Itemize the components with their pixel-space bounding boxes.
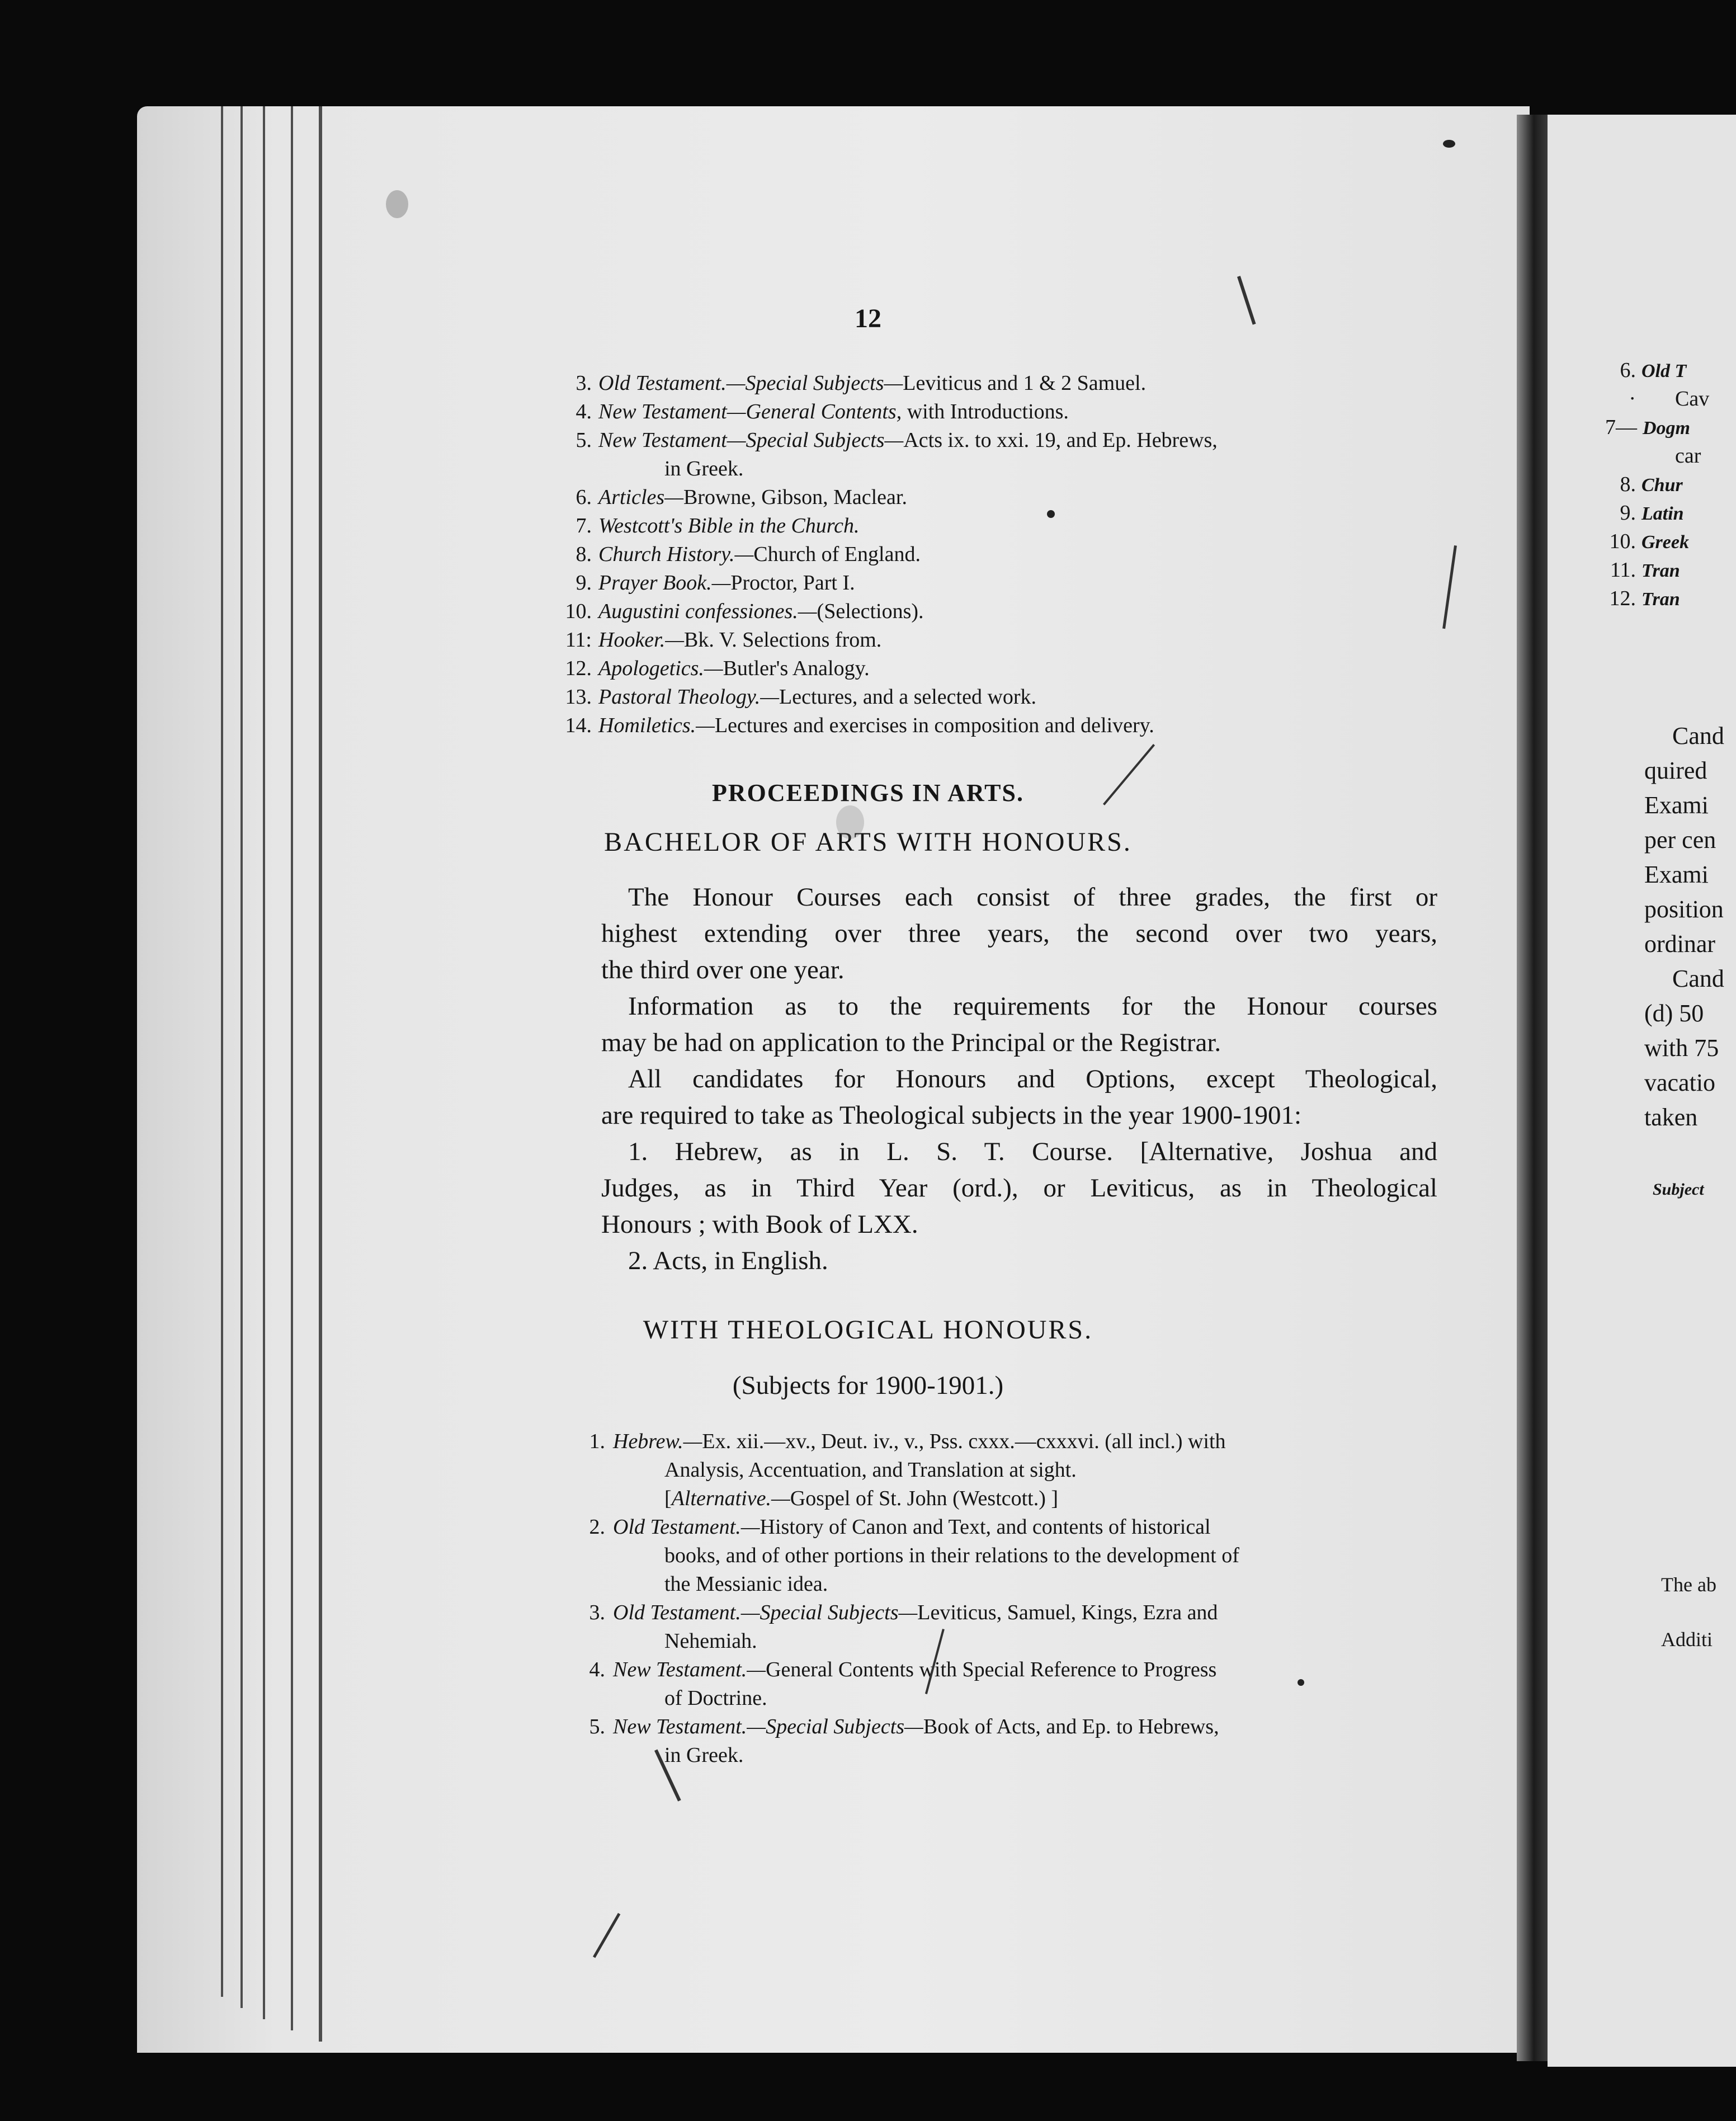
facing-page-body-line: with 75 <box>1644 1034 1719 1062</box>
item-number: 5. <box>575 428 592 452</box>
subject-title: Cav <box>1675 387 1710 411</box>
facing-page-body-line: Cand <box>1672 965 1724 992</box>
item-number: 11: <box>565 628 592 652</box>
facing-page-list-line <box>1629 387 1710 411</box>
scan-blemish <box>1047 510 1055 518</box>
item-number: 9. <box>575 571 592 595</box>
facing-page-body-line: position <box>1644 895 1724 923</box>
section-heading: PROCEEDINGS IN ARTS. <box>711 779 1024 807</box>
subject-title: Articles— <box>598 486 683 509</box>
page-edge-line <box>221 106 223 1997</box>
subject-detail: General Contents with Special Reference to Progress <box>766 1658 1217 1681</box>
list-item <box>589 1656 1217 1684</box>
subject-detail: Church of England. <box>753 543 921 566</box>
item-number: 3. <box>589 1601 605 1624</box>
subject-detail: (Selections). <box>817 600 924 623</box>
subject-title: New Testament.—Special Subjects— <box>613 1715 923 1738</box>
subject-title: Hebrew.— <box>613 1430 702 1453</box>
subject-title: Old Testament.—Special Subjects— <box>613 1601 918 1624</box>
body-text-line: Information as to the requirements for the Honour courses <box>628 992 1437 1021</box>
facing-page-body-line: (d) 50 <box>1644 1000 1704 1027</box>
facing-page-list-line <box>1609 529 1689 554</box>
alternative-note <box>664 1484 1058 1513</box>
subject-title: Chur <box>1641 475 1683 496</box>
list-item <box>589 1427 1226 1456</box>
scan-blemish <box>386 190 408 218</box>
list-item <box>575 540 921 569</box>
subject-detail: History of Canon and Text, and contents of historical <box>760 1515 1211 1539</box>
list-item <box>565 683 1037 711</box>
item-number: 7— <box>1605 416 1637 439</box>
subject-detail: Book of Acts, and Ep. to Hebrews, <box>923 1715 1219 1738</box>
subject-title: New Testament—Special Subjects— <box>598 428 904 452</box>
facing-page-footer-line: The ab <box>1661 1573 1716 1596</box>
list-item <box>565 626 882 654</box>
subject-title: New Testament—General Contents, <box>598 400 902 423</box>
subject-title: Tran <box>1641 560 1680 581</box>
item-number: 2. <box>589 1515 605 1539</box>
facing-page-body-line: vacatio <box>1644 1069 1716 1096</box>
subject-title: Old T <box>1641 361 1687 381</box>
facing-page-list-line <box>1620 472 1683 497</box>
item-number: 4. <box>575 400 592 423</box>
body-text-line: All candidates for Honours and Options, except Theological, <box>628 1064 1437 1094</box>
list-item <box>589 1599 1218 1627</box>
body-text-line: highest extending over three years, the second over two years, <box>601 919 1437 948</box>
subject-title: Old Testament.— <box>613 1515 760 1539</box>
facing-page-body-line: Exami <box>1644 791 1709 819</box>
body-text-line: The Honour Courses each consist of three grades, the first or <box>628 883 1437 912</box>
subject-title: Hooker.— <box>598 628 685 652</box>
item-number: 13. <box>565 685 592 709</box>
facing-page-list-line <box>1610 558 1680 582</box>
page-edge-line <box>291 106 293 2030</box>
item-number: 8. <box>575 543 592 566</box>
alternative-detail: Gospel of St. John (Westcott.) ] <box>790 1487 1059 1510</box>
item-number: 9. <box>1620 501 1636 525</box>
item-number: 1. <box>589 1430 605 1453</box>
subject-title: Church History.— <box>598 543 754 566</box>
subject-title: Pastoral Theology.— <box>598 685 780 709</box>
facing-page-list-line <box>1605 415 1690 440</box>
theology-honours-heading: WITH THEOLOGICAL HONOURS. <box>643 1315 1093 1345</box>
bracket: [ <box>664 1487 672 1510</box>
body-text-line: 2. Acts, in English. <box>628 1246 828 1275</box>
facing-page-body-line: Cand <box>1672 722 1724 750</box>
subject-title: Old Testament.—Special Subjects— <box>598 371 903 395</box>
scan-blemish <box>836 805 864 839</box>
body-text-line: are required to take as Theological subjects in the year 1900-1901: <box>601 1101 1302 1130</box>
subject-title: Augustini confessiones.— <box>598 600 817 623</box>
facing-page-list-line <box>1641 444 1701 468</box>
body-text-line: Honours ; with Book of LXX. <box>601 1210 918 1239</box>
facing-page-body-line: taken <box>1644 1104 1698 1131</box>
subject-title: Greek <box>1641 532 1689 553</box>
facing-page-subject: Subject <box>1653 1180 1704 1199</box>
body-text-line: Judges, as in Third Year (ord.), or Leviticus, as in Theological <box>601 1173 1437 1203</box>
subject-title: car <box>1675 444 1701 468</box>
facing-page-list-line <box>1609 586 1680 611</box>
facing-page-body-line: per cen <box>1644 826 1716 854</box>
list-item <box>565 597 924 626</box>
list-item-continuation: Analysis, Accentuation, and Translation at sight. <box>664 1458 1077 1482</box>
body-text-line: 1. Hebrew, as in L. S. T. Course. [Alternative, Joshua and <box>628 1137 1437 1166</box>
book-gutter <box>1517 115 1548 2061</box>
subject-title: Apologetics.— <box>598 657 723 680</box>
list-item-continuation: in Greek. <box>664 457 744 480</box>
item-number: · <box>1629 387 1636 411</box>
list-item <box>589 1713 1219 1741</box>
item-number: 4. <box>589 1658 605 1681</box>
list-item-continuation: Nehemiah. <box>664 1629 757 1653</box>
list-item <box>589 1513 1211 1542</box>
item-number: 10. <box>1609 530 1636 553</box>
page-edge-line <box>263 106 265 2019</box>
item-number: 7. <box>575 514 592 538</box>
item-number: 6. <box>575 486 592 509</box>
list-item <box>575 426 1218 455</box>
facing-page-body-line: ordinar <box>1644 930 1716 958</box>
subject-detail: with Introductions. <box>902 400 1069 423</box>
list-item <box>565 654 870 683</box>
scan-blemish <box>1443 140 1455 148</box>
list-item <box>575 512 860 540</box>
body-text-line: the third over one year. <box>601 955 845 984</box>
subject-title: New Testament.— <box>613 1658 766 1681</box>
item-number: 5. <box>589 1715 605 1738</box>
subject-detail: Browne, Gibson, Maclear. <box>683 486 907 509</box>
facing-page-body-line: Exami <box>1644 861 1709 888</box>
subject-title: Latin <box>1641 503 1684 524</box>
subject-detail: Lectures, and a selected work. <box>779 685 1037 709</box>
list-item <box>565 711 1154 740</box>
subject-title: Homiletics.— <box>598 714 715 737</box>
subject-detail: Acts ix. to xxi. 19, and Ep. Hebrews, <box>903 428 1218 452</box>
list-item-continuation: books, and of other portions in their relations to the development of <box>664 1544 1239 1567</box>
subject-detail: Butler's Analogy. <box>723 657 870 680</box>
scan-blemish <box>1298 1679 1304 1686</box>
item-number: 3. <box>575 371 592 395</box>
subject-detail: Proctor, Part I. <box>730 571 855 595</box>
subject-detail: Leviticus, Samuel, Kings, Ezra and <box>917 1601 1218 1624</box>
page-edge-line <box>319 106 322 2042</box>
facing-page-list-line <box>1620 358 1687 383</box>
list-item-continuation: of Doctrine. <box>664 1686 767 1710</box>
subject-title: Dogm <box>1643 418 1690 439</box>
list-item <box>575 569 855 597</box>
body-text-line: may be had on application to the Principal or the Registrar. <box>601 1028 1221 1057</box>
item-number: 8. <box>1620 473 1636 496</box>
page-edge-line <box>240 106 243 2008</box>
item-number: 14. <box>565 714 592 737</box>
subject-detail: Ex. xii.—xv., Deut. iv., v., Pss. cxxx.—cxxxvi. (all incl.) with <box>702 1430 1226 1453</box>
subject-title: Prayer Book.— <box>598 571 731 595</box>
facing-page-body-line: quired <box>1644 757 1707 784</box>
alternative-title: Alternative.— <box>671 1487 790 1510</box>
subject-title: Tran <box>1641 589 1680 610</box>
item-number: 10. <box>565 600 592 623</box>
subject-detail: Leviticus and 1 & 2 Samuel. <box>903 371 1147 395</box>
list-item-continuation: in Greek. <box>664 1743 744 1767</box>
subheading-bachelor-honours: BACHELOR OF ARTS WITH HONOURS. <box>604 827 1132 857</box>
theology-honours-subtitle: (Subjects for 1900-1901.) <box>732 1371 1004 1400</box>
facing-page-footer-line: Additi <box>1661 1628 1713 1651</box>
list-item <box>575 398 1069 426</box>
page-number: 12 <box>855 304 881 333</box>
item-number: 12. <box>1609 587 1636 610</box>
item-number: 6. <box>1620 359 1636 382</box>
subject-title: Westcott's Bible in the Church. <box>598 514 860 538</box>
item-number: 12. <box>565 657 592 680</box>
subject-detail: Lectures and exercises in composition and delivery. <box>714 714 1154 737</box>
item-number: 11. <box>1610 558 1636 582</box>
list-item <box>575 369 1147 398</box>
facing-page-list-line <box>1620 501 1684 525</box>
subject-detail: Bk. V. Selections from. <box>684 628 882 652</box>
list-item-continuation: the Messianic idea. <box>664 1572 828 1596</box>
list-item <box>575 483 907 512</box>
